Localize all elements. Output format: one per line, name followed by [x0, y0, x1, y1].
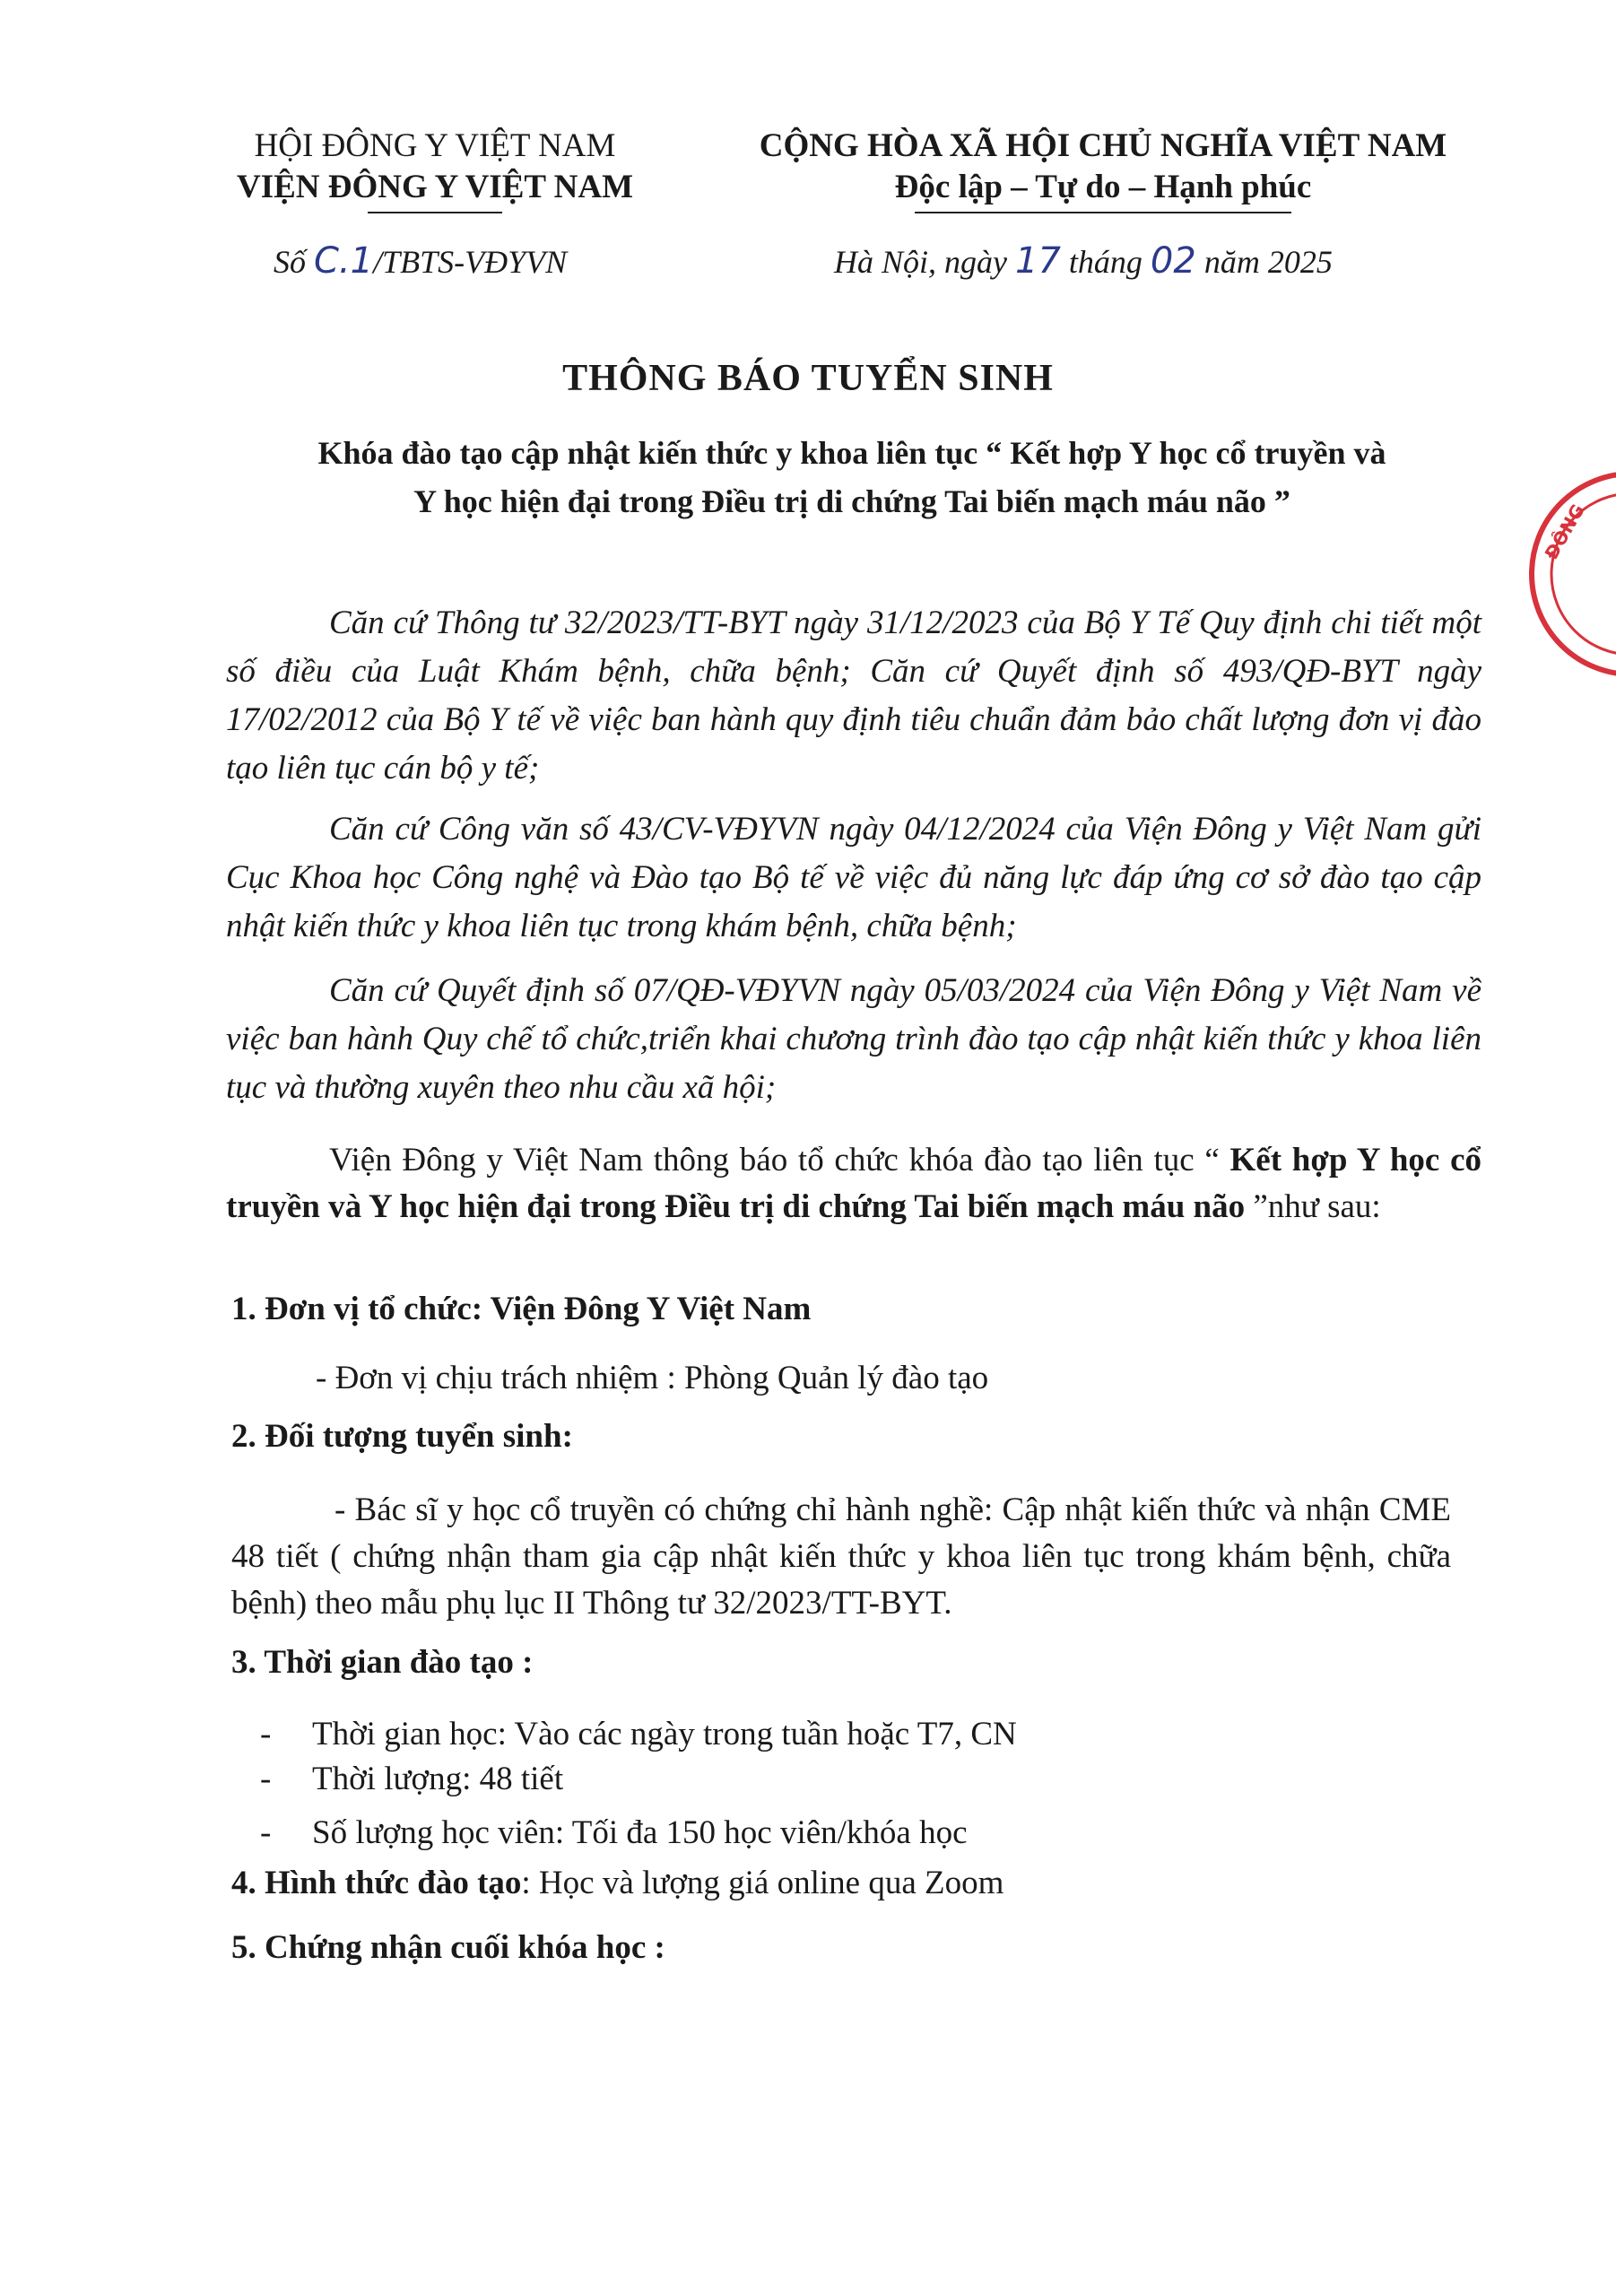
- section-4-label: 4. Hình thức đào tạo: [231, 1865, 522, 1901]
- seal-text: ĐÔNG: [1540, 500, 1589, 563]
- national-title: CỘNG HÒA XÃ HỘI CHỦ NGHĨA VIỆT NAM: [759, 127, 1447, 164]
- date-month-label: tháng: [1060, 244, 1151, 280]
- header-right-underline: [915, 212, 1291, 213]
- date-day: 17: [1015, 240, 1061, 282]
- subtitle-line-1: Khóa đào tạo cập nhật kiến thức y khoa liên tục “ Kết hợp Y học cổ truyền và: [317, 435, 1386, 471]
- course-name: Kết hợp Y học cổ truyền và Y học hiện đại trong Điều trị di chứng Tai biến mạch máu não: [226, 1142, 1481, 1225]
- document-title: THÔNG BÁO TUYỂN SINH: [562, 358, 1054, 399]
- section-3-item-text: Thời gian học: Vào các ngày trong tuần hoặc T7, CN: [312, 1716, 1017, 1752]
- section-3-item: [260, 1715, 1017, 1753]
- subtitle-line-2: Y học hiện đại trong Điều trị di chứng Tai biến mạch máu não ”: [413, 483, 1290, 519]
- header-right: [699, 126, 1507, 213]
- ref-prefix: Số: [274, 244, 314, 280]
- header-left: [197, 126, 673, 213]
- basis-paragraph-1: Căn cứ Thông tư 32/2023/TT-BYT ngày 31/12/2023 của Bộ Y Tế Quy định chi tiết một số điều của Luật Khám bệnh, chữa bệnh; Căn cứ Quyết định số 493/QĐ-BYT ngày 17/02/2012 của Bộ Y tế về việc ban hành quy định tiêu chuẩn đảm bảo chất lượng đơn vị đào tạo liên tục cán bộ y tế;: [226, 604, 1481, 787]
- section-1-responsible-unit: - Đơn vị chịu trách nhiệm : Phòng Quản lý đào tạo: [316, 1360, 989, 1396]
- ref-handwritten-number: C.1: [314, 240, 374, 282]
- section-3-item: [260, 1760, 563, 1798]
- ref-suffix: /TBTS-VĐYVN: [373, 244, 568, 280]
- basis-paragraph-3: Căn cứ Quyết định số 07/QĐ-VĐYVN ngày 05/03/2024 của Viện Đông y Việt Nam về việc ban hành Quy chế tổ chức,triển khai chương trình đào tạo cập nhật kiến thức y khoa liên tục và thường xuyên theo nhu cầu xã hội;: [226, 972, 1481, 1106]
- section-2-title: 2. Đối tượng tuyển sinh:: [231, 1418, 573, 1455]
- section-2-body: - Bác sĩ y học cổ truyền có chứng chỉ hành nghề: Cập nhật kiến thức và nhận CME 48 tiết ( chứng nhận tham gia cập nhật kiến thức y khoa liên tục trong khám bệnh, chữa bệnh) theo mẫu phụ lục II Thông tư 32/2023/TT-BYT.: [231, 1492, 1451, 1622]
- date-place: Hà Nội, ngày: [834, 244, 1015, 280]
- issue-date: [834, 240, 1333, 282]
- header-left-underline: [368, 212, 502, 213]
- section-3-title: 3. Thời gian đào tạo :: [231, 1644, 534, 1681]
- bullet-dash: -: [260, 1716, 272, 1752]
- announcement-tail: ”như sau:: [1245, 1188, 1381, 1225]
- institute-name: VIỆN ĐÔNG Y VIỆT NAM: [237, 169, 633, 205]
- bullet-dash: -: [260, 1761, 272, 1797]
- announcement-lead: Viện Đông y Việt Nam thông báo tổ chức khóa đào tạo liên tục “: [329, 1142, 1230, 1178]
- red-seal-stamp: [1525, 466, 1616, 682]
- council-name: HỘI ĐÔNG Y VIỆT NAM: [254, 127, 616, 164]
- section-3-item-text: Thời lượng: 48 tiết: [312, 1761, 564, 1797]
- section-3-item-text: Số lượng học viên: Tối đa 150 học viên/khóa học: [312, 1814, 968, 1851]
- document-subtitle: [224, 429, 1480, 526]
- section-1-title: 1. Đơn vị tổ chức: Viện Đông Y Việt Nam: [231, 1291, 812, 1327]
- date-year: năm 2025: [1195, 244, 1333, 280]
- announcement-paragraph: [226, 1137, 1481, 1231]
- reference-number: [274, 240, 567, 282]
- section-4-title: [231, 1864, 1003, 1902]
- section-3-item: [260, 1813, 968, 1852]
- date-month: 02: [1150, 240, 1196, 282]
- section-4-value: : Học và lượng giá online qua Zoom: [521, 1865, 1004, 1901]
- basis-paragraph-2: Căn cứ Công văn số 43/CV-VĐYVN ngày 04/12/2024 của Viện Đông y Việt Nam gửi Cục Khoa học Công nghệ và Đào tạo Bộ tế về việc đủ năng lực đáp ứng cơ sở đào tạo cập nhật kiến thức y khoa liên tục trong khám bệnh, chữa bệnh;: [226, 811, 1481, 944]
- national-motto: Độc lập – Tự do – Hạnh phúc: [894, 169, 1312, 205]
- section-5-title: 5. Chứng nhận cuối khóa học :: [231, 1929, 665, 1966]
- bullet-dash: -: [260, 1814, 272, 1851]
